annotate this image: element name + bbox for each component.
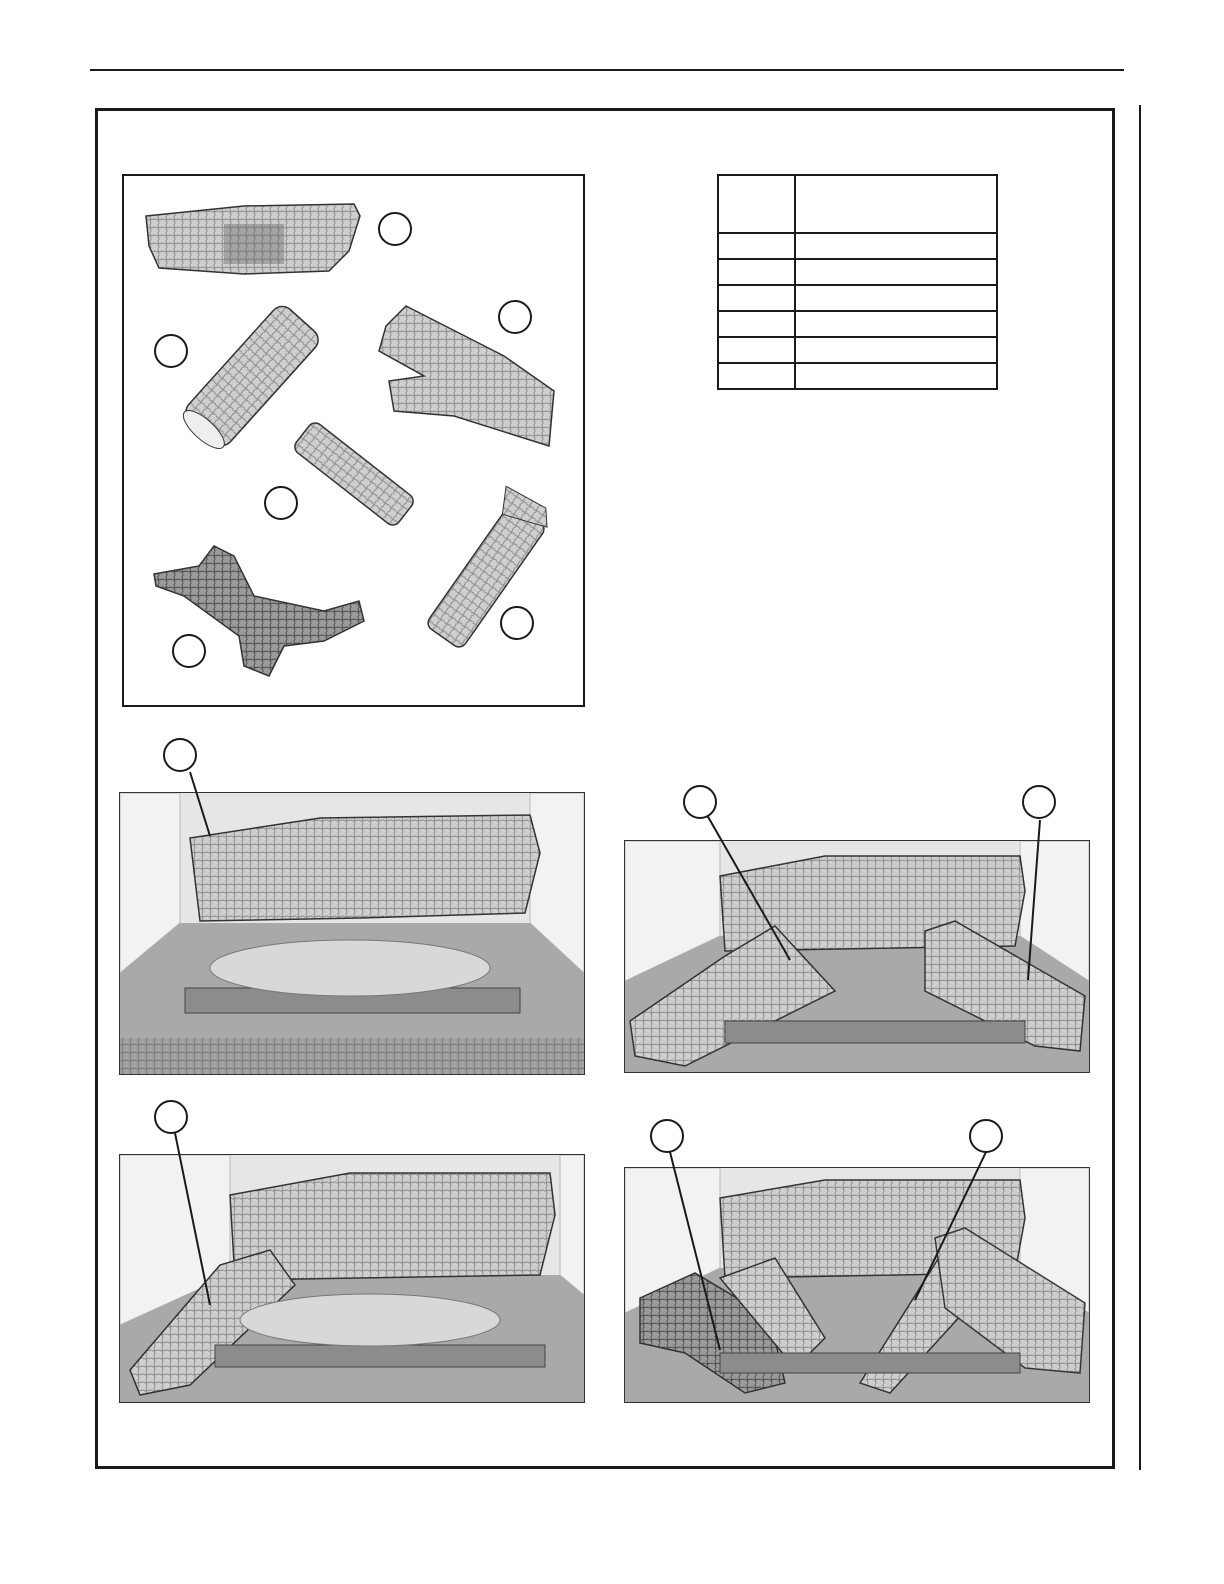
log-6-icon [414, 482, 555, 650]
step-1-photo [119, 792, 585, 1075]
table-cell [795, 311, 997, 337]
callout-step-1-log [163, 738, 197, 772]
parts-table-header-cell [795, 175, 997, 233]
log-4-icon [292, 420, 417, 528]
table-cell [795, 233, 997, 259]
table-cell [718, 233, 795, 259]
table-cell [718, 285, 795, 311]
table-row [718, 363, 997, 389]
callout-step-4-log-left [650, 1119, 684, 1153]
table-cell [718, 337, 795, 363]
callout-log-5 [172, 634, 206, 668]
table-cell [795, 259, 997, 285]
table-cell [718, 311, 795, 337]
callout-step-2-log-left [683, 785, 717, 819]
parts-table-header-cell [718, 175, 795, 233]
log-2-icon [176, 302, 323, 456]
callout-log-3 [498, 300, 532, 334]
table-row [718, 337, 997, 363]
top-rule [90, 69, 1124, 71]
step-4-photo [624, 1167, 1090, 1403]
side-rule [1139, 105, 1141, 1470]
callout-log-2 [154, 334, 188, 368]
table-cell [718, 363, 795, 389]
table-row [718, 233, 997, 259]
table-row [718, 311, 997, 337]
table-cell [795, 363, 997, 389]
callout-log-1 [378, 212, 412, 246]
parts-table-header [718, 175, 997, 233]
callout-step-2-log-right [1022, 785, 1056, 819]
parts-table [717, 174, 998, 390]
callout-step-4-log-right [969, 1119, 1003, 1153]
callout-step-3-log [154, 1100, 188, 1134]
table-cell [795, 285, 997, 311]
table-cell [795, 337, 997, 363]
table-row [718, 285, 997, 311]
step-3-photo [119, 1154, 585, 1403]
callout-log-4 [264, 486, 298, 520]
step-2-photo [624, 840, 1090, 1073]
table-row [718, 259, 997, 285]
log-1-icon [146, 204, 360, 274]
callout-log-6 [500, 606, 534, 640]
log-parts-box [122, 174, 585, 707]
table-cell [718, 259, 795, 285]
